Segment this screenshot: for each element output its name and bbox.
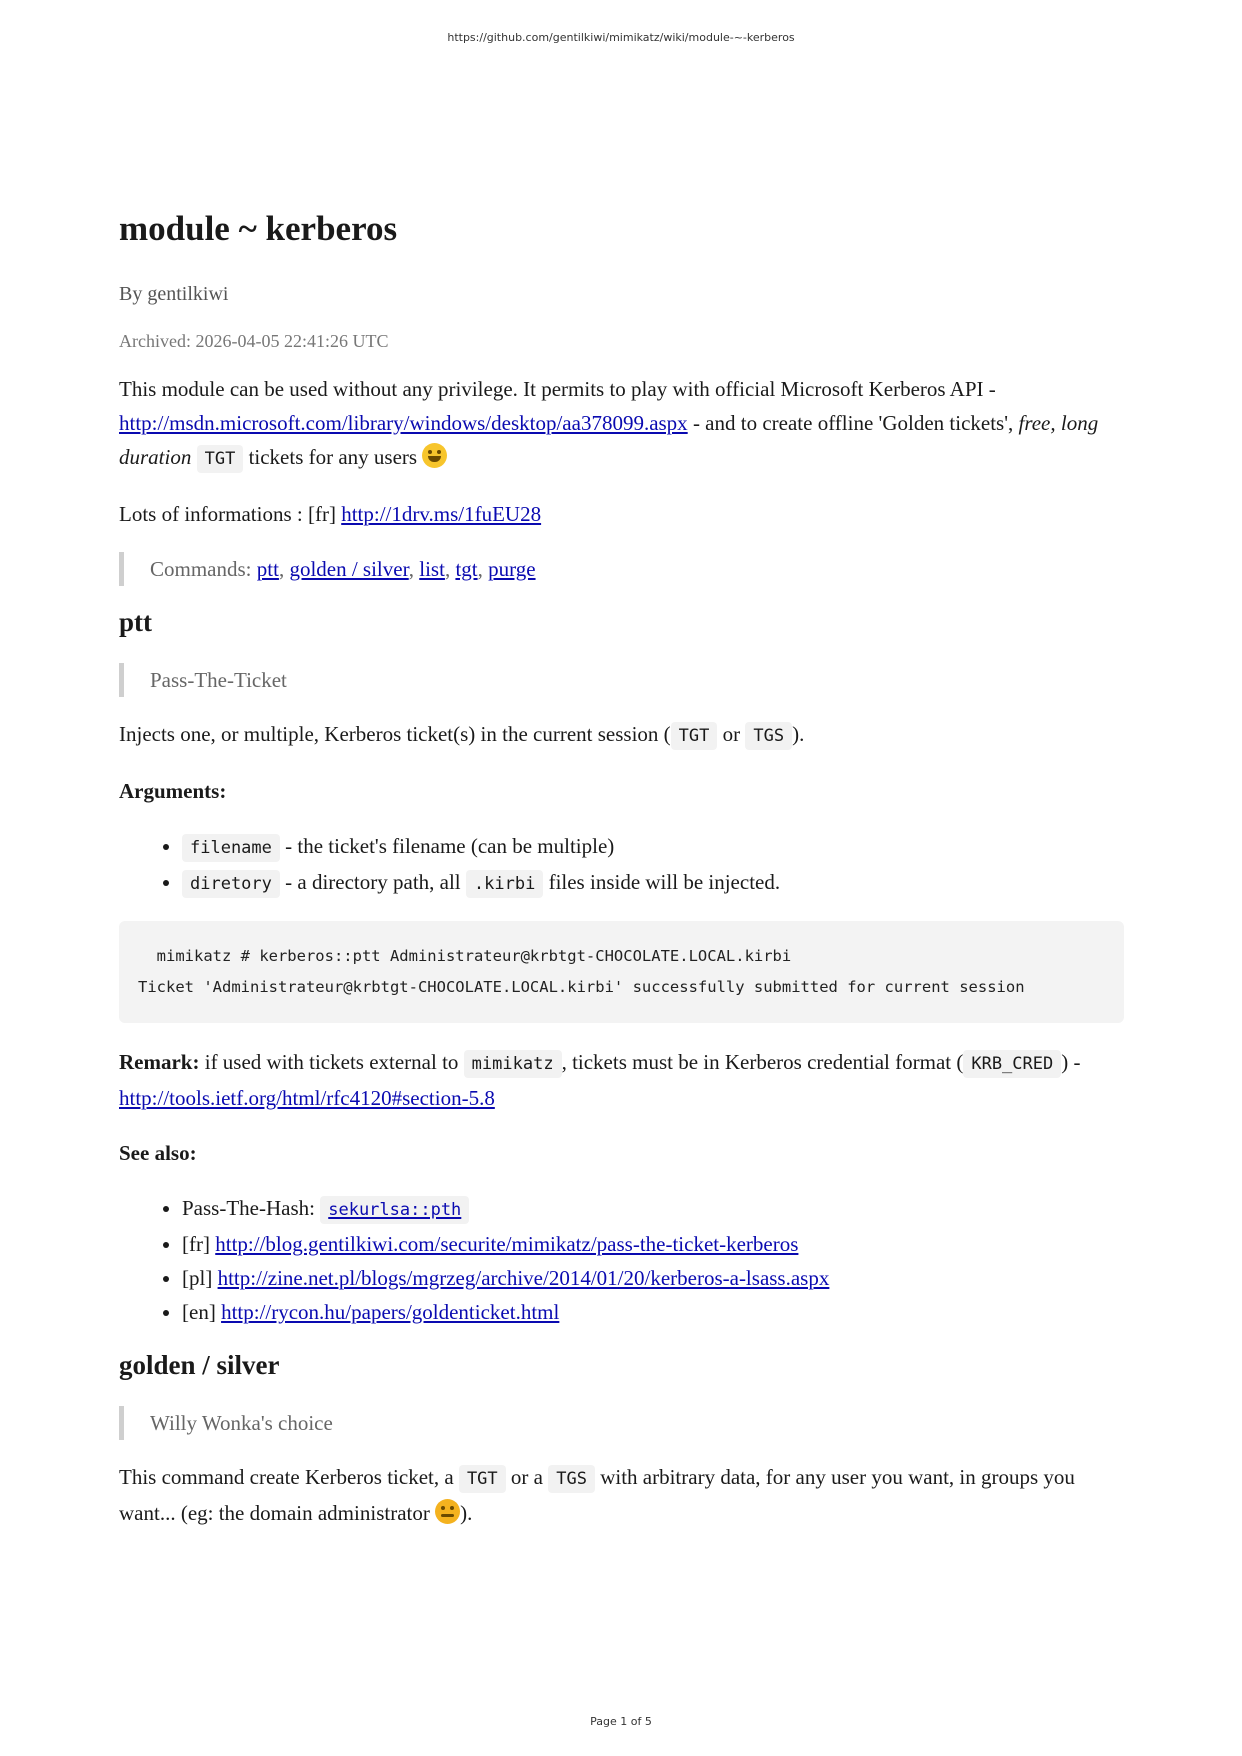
gentilkiwi-blog-link[interactable]: http://blog.gentilkiwi.com/securite/mimikatz/pass-the-ticket-kerberos: [215, 1231, 799, 1256]
onedrive-link[interactable]: http://1drv.ms/1fuEU28: [341, 501, 542, 526]
intro-paragraph: [119, 372, 1124, 476]
commands-separator: ,: [477, 556, 489, 581]
command-link-ptt[interactable]: ptt: [256, 556, 279, 581]
steam-face-icon: [435, 1499, 460, 1524]
list-item: [182, 829, 1124, 865]
ptt-desc-end: ).: [792, 721, 805, 746]
tgt-code: TGT: [671, 722, 718, 750]
tgt-code: TGT: [197, 445, 244, 473]
command-link-golden-silver[interactable]: golden / silver: [289, 556, 409, 581]
see-also-list: [119, 1191, 1124, 1329]
command-output-block: mimikatz # kerberos::ptt Administrateur@krbtgt-CHOCOLATE.LOCAL.kirbi Ticket 'Administrateur@krbtgt-CHOCOLATE.LOCAL.kirbi' successfully submitted for current session: [119, 921, 1124, 1023]
commands-separator: ,: [444, 556, 456, 581]
lang-prefix: [en]: [182, 1299, 222, 1324]
remark-text: ) -: [1061, 1049, 1081, 1074]
golden-text: with arbitrary data, for any user you want, in groups you want... (eg: the domain administrator: [119, 1465, 1075, 1526]
list-item: [182, 1191, 1124, 1227]
filename-code: filename: [182, 834, 280, 862]
kirbi-code: .kirbi: [466, 870, 543, 898]
rycon-link[interactable]: http://rycon.hu/papers/goldenticket.html: [221, 1299, 560, 1324]
rfc-link[interactable]: http://tools.ietf.org/html/rfc4120#section-5.8: [119, 1085, 495, 1110]
arguments-heading: Arguments:: [119, 778, 227, 803]
commands-label: Commands:: [150, 556, 257, 581]
golden-text: ).: [460, 1501, 473, 1526]
tgs-code: TGS: [548, 1465, 595, 1493]
lots-text: Lots of informations : [fr]: [119, 501, 342, 526]
list-item: [182, 1227, 1124, 1261]
remark-paragraph: [119, 1045, 1124, 1115]
command-link-list[interactable]: list: [419, 556, 445, 581]
golden-quote: [119, 1406, 1124, 1440]
see-also-heading: See also:: [119, 1140, 197, 1165]
archived-date: Archived: 2026-04-05 22:41:26 UTC: [119, 330, 389, 351]
see-also-label: [119, 1136, 1124, 1170]
lots-paragraph: [119, 497, 1124, 531]
zine-link[interactable]: http://zine.net.pl/blogs/mgrzeg/archive/2014/01/20/kerberos-a-lsass.aspx: [217, 1265, 830, 1290]
remark-text: if used with tickets external to: [199, 1049, 464, 1074]
see-also-text: Pass-The-Hash:: [182, 1195, 321, 1220]
byline: By gentilkiwi: [119, 282, 229, 305]
tgs-code: TGS: [745, 722, 792, 750]
list-item: [182, 1295, 1124, 1329]
section-heading-golden-silver: golden / silver: [119, 1349, 280, 1380]
page-title: module ~ kerberos: [119, 209, 398, 248]
sekurlsa-pth-code: sekurlsa::pth: [320, 1196, 469, 1224]
list-item: [182, 1261, 1124, 1295]
msdn-link[interactable]: http://msdn.microsoft.com/library/windows/desktop/aa378099.aspx: [119, 410, 688, 435]
lang-prefix: [fr]: [182, 1231, 216, 1256]
arguments-label: [119, 774, 1124, 808]
commands-separator: ,: [278, 556, 290, 581]
ptt-quote-text: Pass-The-Ticket: [150, 667, 287, 692]
golden-description: [119, 1460, 1124, 1530]
intro-emphasis: free, long duration: [119, 410, 1099, 469]
grinning-face-icon: [422, 443, 447, 468]
intro-text-1: This module can be used without any privilege. It permits to play with official Microsoft Kerberos API -: [119, 376, 996, 401]
lang-prefix: [pl]: [182, 1265, 218, 1290]
golden-text: or a: [505, 1465, 549, 1490]
intro-text-3: tickets for any users: [243, 444, 423, 469]
directory-code: diretory: [182, 870, 280, 898]
arguments-list: [119, 829, 1124, 901]
sekurlsa-pth-link[interactable]: [320, 1196, 469, 1220]
section-heading-ptt: ptt: [119, 606, 152, 637]
golden-text: This command create Kerberos ticket, a: [119, 1465, 459, 1490]
ptt-quote: [119, 663, 1124, 697]
ptt-desc-text: Injects one, or multiple, Kerberos ticket(s) in the current session (: [119, 721, 671, 746]
remark-text: , tickets must be in Kerberos credential format (: [561, 1049, 964, 1074]
print-header-url: https://github.com/gentilkiwi/mimikatz/wiki/module-~-kerberos: [447, 31, 795, 44]
commands-quote: [119, 552, 1124, 586]
document-content: [119, 210, 1124, 1551]
intro-text-2: - and to create offline 'Golden tickets',: [687, 410, 1019, 435]
arg-description: files inside will be injected.: [543, 869, 781, 894]
golden-quote-text: Willy Wonka's choice: [150, 1411, 333, 1436]
command-link-purge[interactable]: purge: [488, 556, 536, 581]
arg-description: - a directory path, all: [279, 869, 466, 894]
mimikatz-code: mimikatz: [464, 1050, 562, 1078]
krb-cred-code: KRB_CRED: [963, 1050, 1061, 1078]
ptt-desc-or: or: [717, 721, 746, 746]
tgt-code: TGT: [459, 1465, 506, 1493]
commands-separator: ,: [408, 556, 420, 581]
ptt-description: [119, 717, 1124, 753]
command-link-tgt[interactable]: tgt: [455, 556, 478, 581]
page-number: Page 1 of 5: [590, 1715, 652, 1728]
arg-description: - the ticket's filename (can be multiple): [279, 833, 615, 858]
list-item: [182, 865, 1124, 901]
remark-label: Remark:: [119, 1049, 200, 1074]
